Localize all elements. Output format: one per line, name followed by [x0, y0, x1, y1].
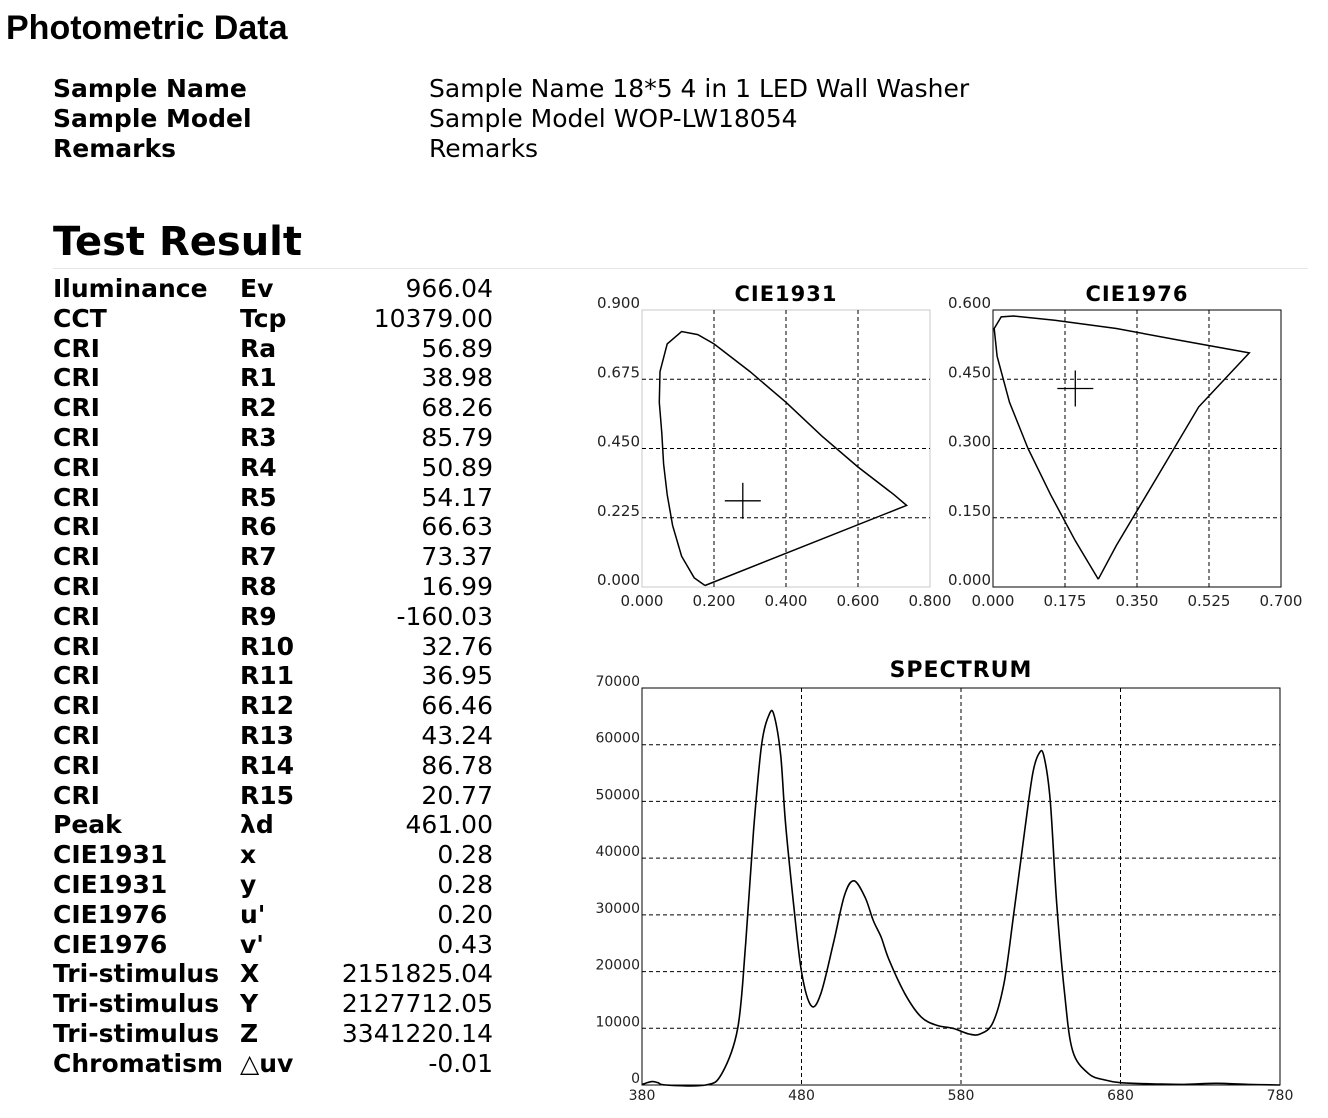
result-symbol: R7 — [240, 542, 277, 572]
x-tick-label: 0.000 — [971, 592, 1015, 610]
result-name: Tri-stimulus — [53, 989, 220, 1019]
x-tick-label: 0.000 — [620, 592, 664, 610]
result-row — [53, 542, 493, 572]
result-value: 66.63 — [421, 512, 493, 542]
result-row — [53, 959, 493, 989]
result-symbol: R4 — [240, 452, 277, 482]
result-name: Iluminance — [53, 274, 208, 303]
remarks-row — [53, 134, 1053, 164]
cie1976-chart — [938, 275, 1318, 615]
y-tick-label: 10000 — [595, 1014, 640, 1031]
y-tick-label: 0.000 — [597, 571, 640, 589]
remarks-value: Remarks — [429, 134, 539, 163]
x-tick-label: 0.200 — [692, 592, 736, 610]
y-tick-label: 20000 — [595, 957, 640, 974]
page-title: Photometric Data — [6, 9, 288, 47]
x-tick-label: 0.400 — [764, 592, 808, 610]
result-row — [53, 781, 493, 811]
result-value: 32.76 — [421, 631, 493, 661]
result-value: 66.46 — [421, 691, 493, 721]
result-symbol: u' — [240, 899, 266, 929]
result-row — [53, 840, 493, 870]
result-name: CIE1976 — [53, 899, 168, 929]
result-symbol: y — [240, 869, 257, 899]
result-value: 73.37 — [421, 542, 493, 572]
sample-name-label: Sample Name — [53, 74, 247, 103]
result-symbol: R8 — [240, 571, 277, 601]
result-name: CRI — [53, 691, 100, 721]
result-symbol: R1 — [240, 363, 277, 393]
result-value: 0.43 — [437, 929, 493, 959]
result-symbol: R2 — [240, 393, 277, 423]
result-row — [53, 721, 493, 751]
result-row — [53, 304, 493, 334]
result-value: 3341220.14 — [341, 1018, 493, 1048]
result-value: 966.04 — [405, 274, 493, 303]
y-tick-label: 0.900 — [597, 294, 640, 312]
y-tick-label: 50000 — [595, 787, 640, 804]
result-symbol: Y — [240, 989, 259, 1019]
x-tick-label: 780 — [1266, 1088, 1294, 1104]
result-name: CRI — [53, 631, 100, 661]
result-symbol: △uv — [240, 1048, 294, 1078]
result-name: Chromatism — [53, 1048, 224, 1078]
result-value: 0.28 — [437, 840, 493, 870]
result-row — [53, 512, 493, 542]
result-value: 85.79 — [421, 422, 493, 452]
result-row — [53, 661, 493, 691]
result-value: 43.24 — [421, 720, 493, 750]
result-row — [53, 483, 493, 513]
results-table — [53, 274, 493, 1079]
result-name: CRI — [53, 720, 100, 750]
result-value: -0.01 — [428, 1048, 493, 1078]
result-row — [53, 393, 493, 423]
result-name: Tri-stimulus — [53, 1018, 220, 1048]
result-symbol: R14 — [240, 750, 295, 780]
result-value: -160.03 — [396, 601, 493, 631]
result-value: 2151825.04 — [341, 959, 493, 989]
x-tick-label: 680 — [1107, 1088, 1134, 1104]
chart-title: SPECTRUM — [889, 658, 1033, 683]
result-symbol: Z — [240, 1018, 259, 1048]
result-row — [53, 572, 493, 602]
y-tick-label: 0.000 — [948, 571, 991, 589]
result-symbol: λd — [240, 810, 274, 840]
result-name: CIE1976 — [53, 929, 168, 959]
result-value: 2127712.05 — [341, 989, 493, 1019]
result-row — [53, 751, 493, 781]
result-name: CIE1931 — [53, 869, 168, 899]
result-row — [53, 900, 493, 930]
result-name: CRI — [53, 512, 100, 542]
x-tick-label: 0.525 — [1187, 592, 1231, 610]
y-tick-label: 0 — [631, 1071, 640, 1087]
x-tick-label: 480 — [788, 1088, 815, 1104]
result-value: 16.99 — [421, 571, 493, 601]
result-row — [53, 423, 493, 453]
result-name: CRI — [53, 601, 100, 631]
chart-title: CIE1976 — [1085, 282, 1189, 306]
result-name: CCT — [53, 303, 107, 333]
chart-title: CIE1931 — [734, 282, 838, 306]
result-symbol: v' — [240, 929, 264, 959]
result-name: CRI — [53, 333, 100, 363]
result-row — [53, 632, 493, 662]
y-tick-label: 30000 — [595, 900, 640, 917]
result-name: CRI — [53, 542, 100, 572]
cie1931-chart — [585, 275, 952, 615]
result-row — [53, 1019, 493, 1049]
x-tick-label: 0.350 — [1115, 592, 1159, 610]
result-name: CRI — [53, 661, 100, 691]
result-symbol: R15 — [240, 780, 295, 810]
result-name: Tri-stimulus — [53, 959, 220, 989]
result-row — [53, 810, 493, 840]
y-tick-label: 70000 — [595, 674, 640, 690]
result-row — [53, 930, 493, 960]
result-symbol: R6 — [240, 512, 277, 542]
result-value: 38.98 — [421, 363, 493, 393]
spectral-locus — [994, 316, 1249, 579]
result-value: 0.20 — [437, 899, 493, 929]
result-row — [53, 870, 493, 900]
result-row — [53, 274, 493, 304]
result-symbol: Tcp — [240, 303, 287, 333]
y-tick-label: 60000 — [595, 730, 640, 747]
section-divider — [53, 268, 1308, 269]
result-name: Peak — [53, 810, 122, 840]
y-tick-label: 0.450 — [948, 363, 991, 382]
result-symbol: Ev — [240, 274, 274, 303]
result-row — [53, 453, 493, 483]
x-tick-label: 0.800 — [908, 592, 952, 610]
result-symbol: x — [240, 840, 257, 870]
result-row — [53, 602, 493, 632]
y-tick-label: 40000 — [595, 844, 640, 861]
y-tick-label: 0.300 — [948, 432, 991, 451]
result-value: 461.00 — [405, 810, 493, 840]
spectrum-chart — [585, 650, 1305, 1112]
y-tick-label: 0.600 — [948, 294, 991, 312]
result-symbol: R13 — [240, 720, 295, 750]
section-title: Test Result — [53, 219, 303, 265]
result-name: CRI — [53, 452, 100, 482]
y-tick-label: 0.675 — [597, 363, 640, 382]
spectral-locus — [659, 332, 906, 586]
result-name: CRI — [53, 780, 100, 810]
result-symbol: R11 — [240, 661, 295, 691]
result-value: 68.26 — [421, 393, 493, 423]
result-value: 56.89 — [421, 333, 493, 363]
result-value: 36.95 — [421, 661, 493, 691]
result-row — [53, 334, 493, 364]
remarks-label: Remarks — [53, 134, 176, 163]
result-name: CRI — [53, 422, 100, 452]
result-name: CRI — [53, 363, 100, 393]
result-row — [53, 691, 493, 721]
result-row — [53, 1049, 493, 1079]
result-row — [53, 989, 493, 1019]
result-symbol: Ra — [240, 333, 277, 363]
y-tick-label: 0.150 — [948, 501, 991, 520]
x-tick-label: 0.600 — [836, 592, 880, 610]
result-symbol: R9 — [240, 601, 277, 631]
result-value: 50.89 — [421, 452, 493, 482]
x-tick-label: 0.700 — [1259, 592, 1303, 610]
result-row — [53, 363, 493, 393]
sample-model-row — [53, 104, 1053, 134]
result-value: 54.17 — [421, 482, 493, 512]
sample-model-value: Sample Model WOP-LW18054 — [429, 104, 798, 133]
sample-name-value: Sample Name 18*5 4 in 1 LED Wall Washer — [429, 74, 970, 103]
y-tick-label: 0.450 — [597, 432, 640, 451]
result-name: CRI — [53, 482, 100, 512]
result-name: CRI — [53, 393, 100, 423]
result-value: 10379.00 — [373, 303, 493, 333]
result-symbol: R12 — [240, 691, 295, 721]
sample-info — [53, 74, 1053, 164]
result-symbol: R5 — [240, 482, 277, 512]
result-name: CIE1931 — [53, 840, 168, 870]
x-tick-label: 580 — [947, 1088, 975, 1104]
x-tick-label: 380 — [628, 1088, 656, 1104]
result-name: CRI — [53, 571, 100, 601]
sample-name-row — [53, 74, 1053, 104]
sample-model-label: Sample Model — [53, 104, 252, 133]
result-symbol: X — [240, 959, 260, 989]
result-name: CRI — [53, 750, 100, 780]
result-value: 86.78 — [421, 750, 493, 780]
result-symbol: R3 — [240, 422, 277, 452]
result-symbol: R10 — [240, 631, 295, 661]
x-tick-label: 0.175 — [1043, 592, 1087, 610]
result-value: 0.28 — [437, 869, 493, 899]
y-tick-label: 0.225 — [597, 501, 640, 520]
result-value: 20.77 — [421, 780, 493, 810]
